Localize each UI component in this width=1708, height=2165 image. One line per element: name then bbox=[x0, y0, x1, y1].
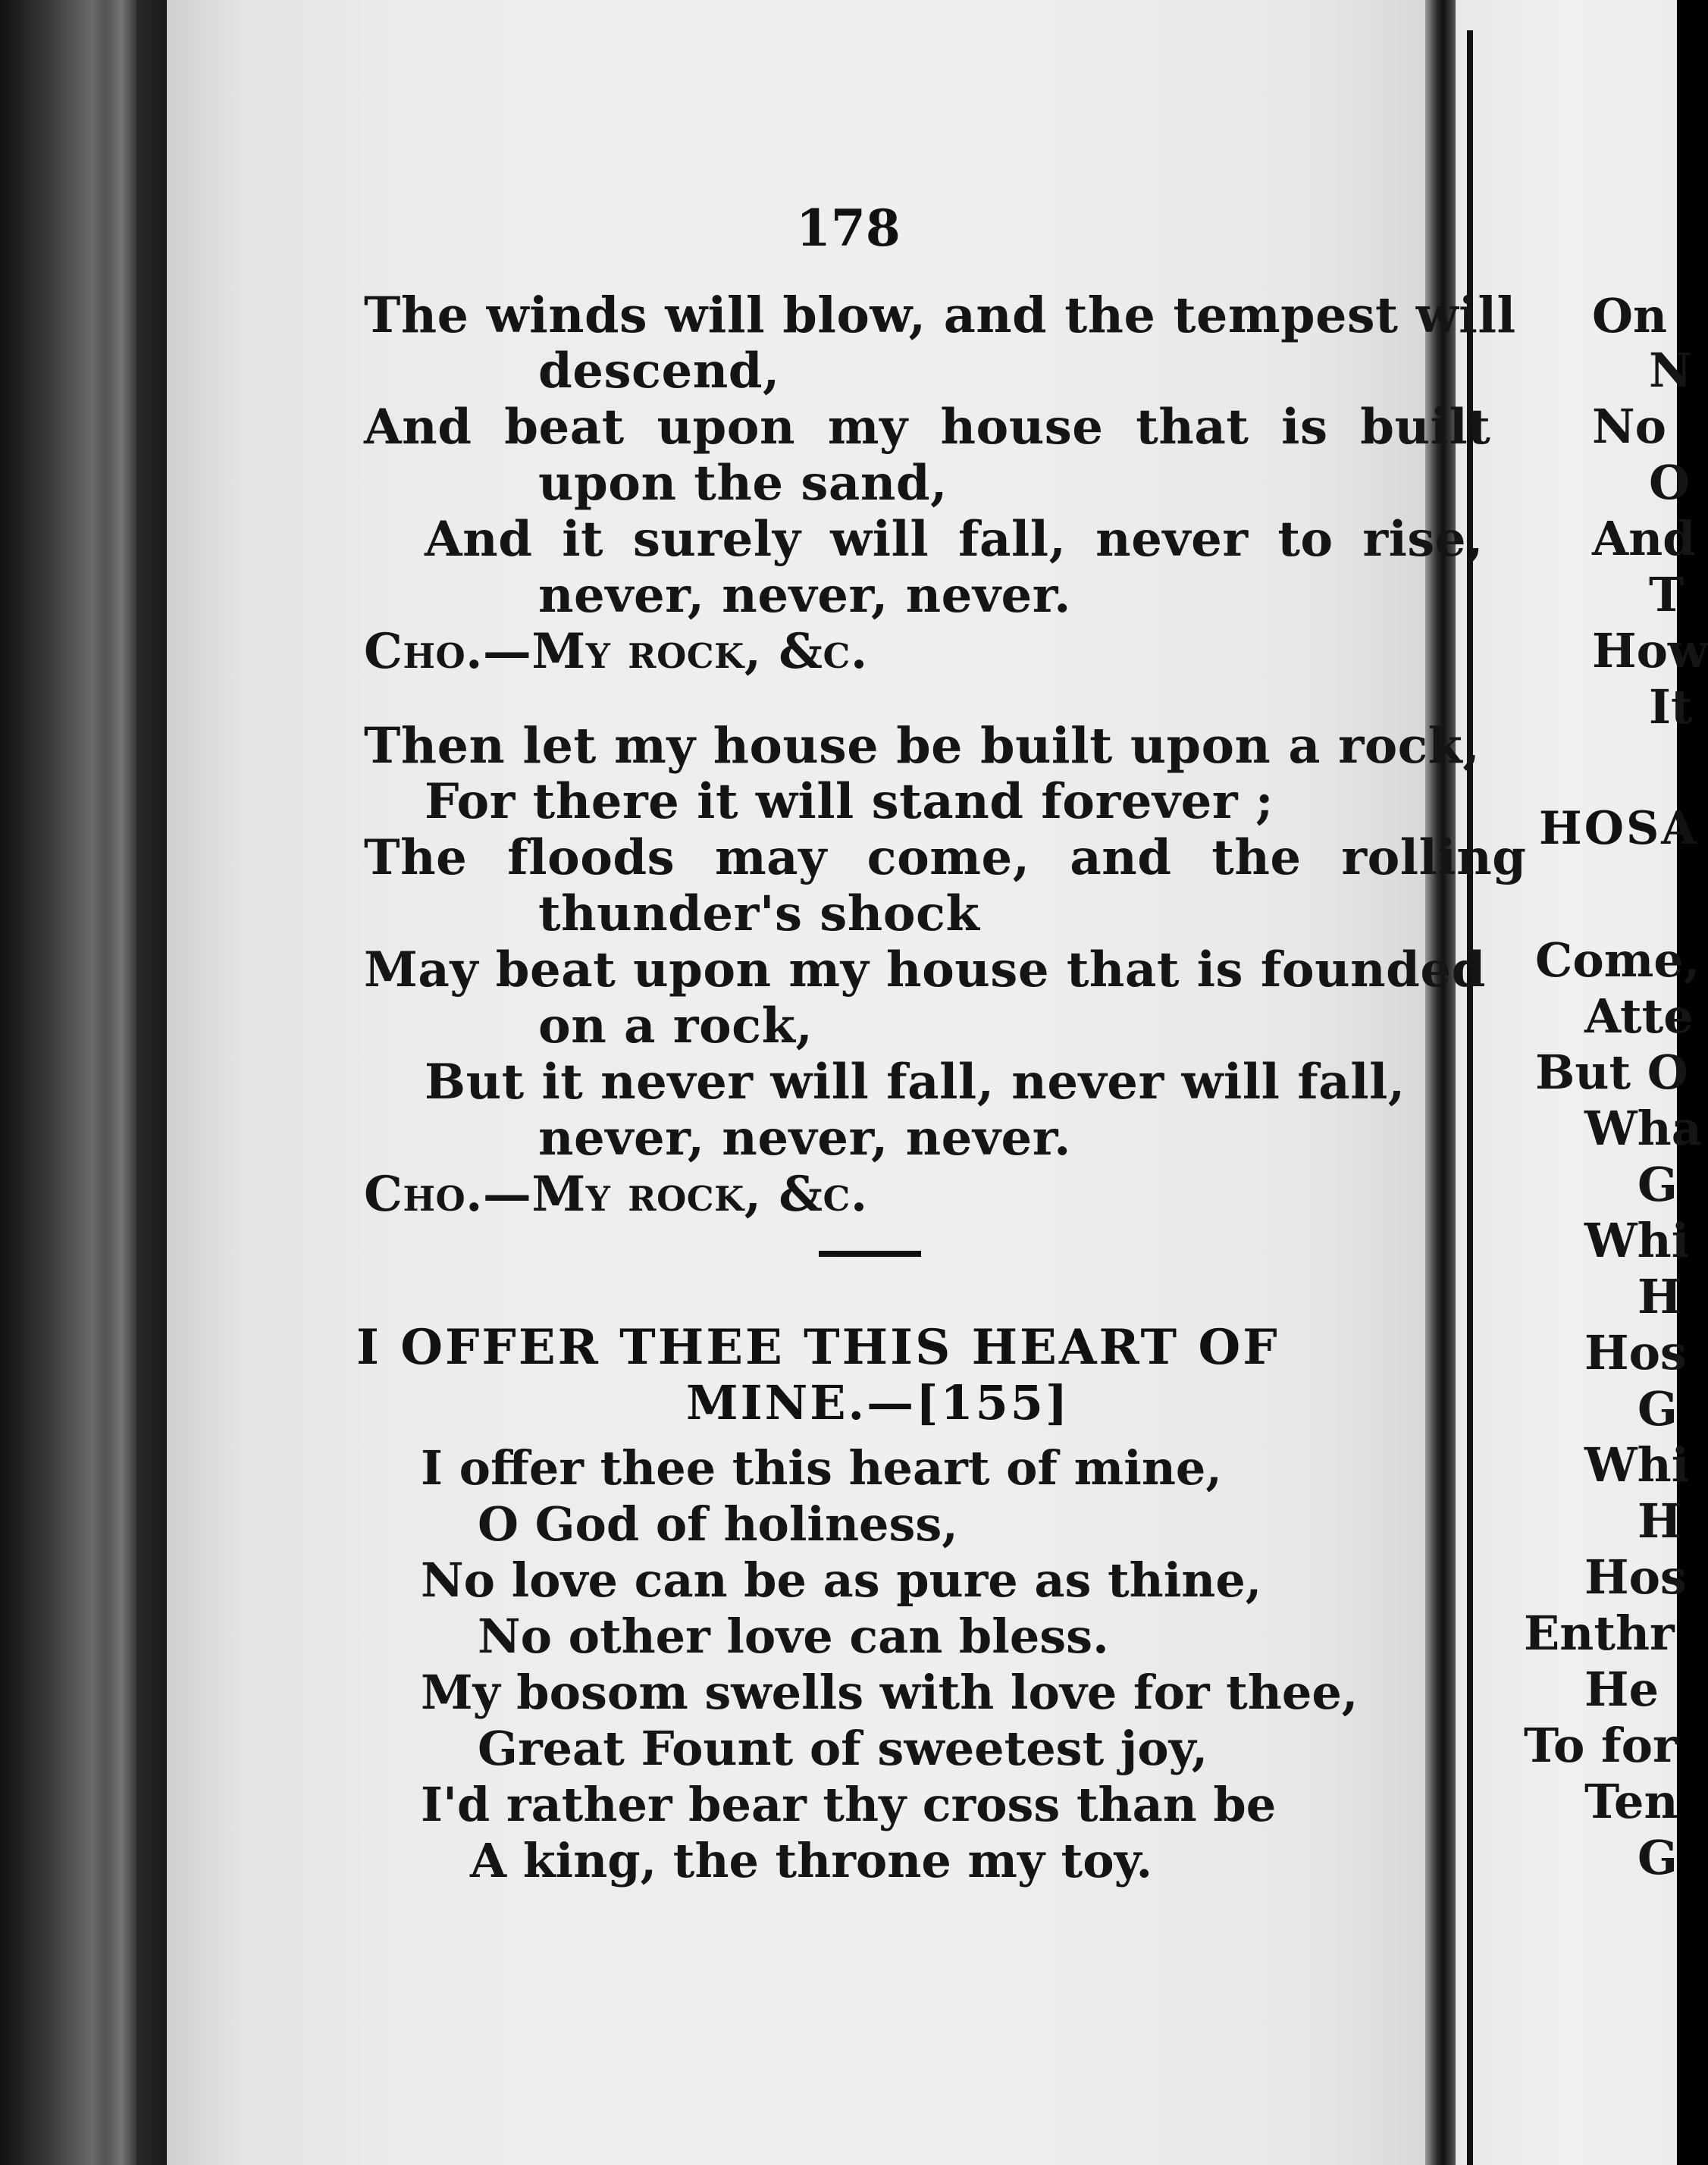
right-fragment: Come, bbox=[1535, 932, 1700, 988]
stanza-1-line-2: descend, bbox=[538, 343, 780, 399]
stanza-2-line-4: thunder's shock bbox=[538, 885, 980, 942]
right-fragment: Ten bbox=[1584, 1774, 1678, 1829]
right-fragment: Hos bbox=[1584, 1549, 1687, 1605]
right-page-border-rule bbox=[1467, 30, 1473, 2165]
hymn-line-4: No other love can bless. bbox=[478, 1609, 1109, 1664]
section-divider bbox=[819, 1251, 921, 1257]
stanza-2-line-3: The floods may come, and the rolling bbox=[364, 829, 1527, 886]
right-fragment: Whi bbox=[1584, 1213, 1690, 1268]
stanza-1-line-5: And it surely will fall, never to rise, bbox=[425, 511, 1484, 568]
right-fragment: O bbox=[1649, 455, 1691, 510]
hymn-line-8: A king, the throne my toy. bbox=[470, 1833, 1153, 1888]
right-fragment: N bbox=[1649, 343, 1692, 398]
right-fragment: Hos bbox=[1584, 1325, 1687, 1380]
right-fragment: Enthr bbox=[1524, 1606, 1675, 1661]
hymn-line-7: I'd rather bear thy cross than be bbox=[421, 1777, 1277, 1832]
right-fragment: He bbox=[1584, 1662, 1659, 1717]
right-fragment: No bbox=[1592, 399, 1667, 454]
stanza-1-chorus: Cho.—My rock, &c. bbox=[364, 623, 868, 680]
right-fragment: Wha bbox=[1584, 1101, 1702, 1156]
hymn-line-6: Great Fount of sweetest joy, bbox=[478, 1721, 1208, 1776]
right-fragment: On bbox=[1592, 288, 1668, 343]
right-fragment: Whi bbox=[1584, 1437, 1690, 1493]
stanza-1-line-4: upon the sand, bbox=[538, 455, 948, 512]
hymn-line-2: O God of holiness, bbox=[478, 1496, 958, 1552]
hymn-line-3: No love can be as pure as thine, bbox=[421, 1552, 1262, 1608]
right-fragment: Atte bbox=[1584, 989, 1694, 1044]
right-fragment: G bbox=[1637, 1381, 1678, 1437]
stanza-2-line-6: on a rock, bbox=[538, 998, 813, 1054]
stanza-1-line-1: The winds will blow, and the tempest will bbox=[364, 287, 1516, 344]
right-fragment: But O bbox=[1535, 1045, 1688, 1100]
stanza-2-line-8: never, never, never. bbox=[538, 1110, 1071, 1167]
stanza-2-line-5: May beat upon my house that is founded bbox=[364, 942, 1486, 998]
right-fragment: G bbox=[1637, 1157, 1678, 1212]
right-heading-fragment: HOSA bbox=[1539, 802, 1699, 855]
right-fragment: H bbox=[1637, 1493, 1682, 1549]
right-fragment: And bbox=[1592, 511, 1696, 566]
right-fragment: H bbox=[1637, 1269, 1682, 1324]
right-fragment: It bbox=[1649, 679, 1693, 735]
stanza-2-chorus: Cho.—My rock, &c. bbox=[364, 1166, 868, 1223]
right-fragment: T bbox=[1649, 567, 1684, 622]
hymn-title-line-1: I OFFER THEE THIS HEART OF bbox=[356, 1319, 1280, 1376]
stanza-1-line-3: And beat upon my house that is built bbox=[364, 399, 1491, 456]
stanza-2-line-1: Then let my house be built upon a rock, bbox=[364, 717, 1481, 775]
right-fragment: How bbox=[1592, 623, 1708, 678]
right-fragment: G bbox=[1637, 1830, 1678, 1885]
page-number: 178 bbox=[796, 199, 901, 258]
book-edge-highlight bbox=[106, 0, 136, 2165]
hymn-line-5: My bosom swells with love for thee, bbox=[421, 1665, 1359, 1720]
right-fragment: To for bbox=[1524, 1718, 1678, 1773]
hymn-title-line-2: MINE.—[155] bbox=[686, 1375, 1070, 1430]
hymn-line-1: I offer thee this heart of mine, bbox=[421, 1440, 1222, 1496]
stanza-2-line-7: But it never will fall, never will fall, bbox=[425, 1054, 1406, 1111]
stanza-2-line-2: For there it will stand forever ; bbox=[425, 773, 1274, 830]
book-edge bbox=[0, 0, 167, 2165]
stanza-1-line-6: never, never, never. bbox=[538, 567, 1071, 624]
